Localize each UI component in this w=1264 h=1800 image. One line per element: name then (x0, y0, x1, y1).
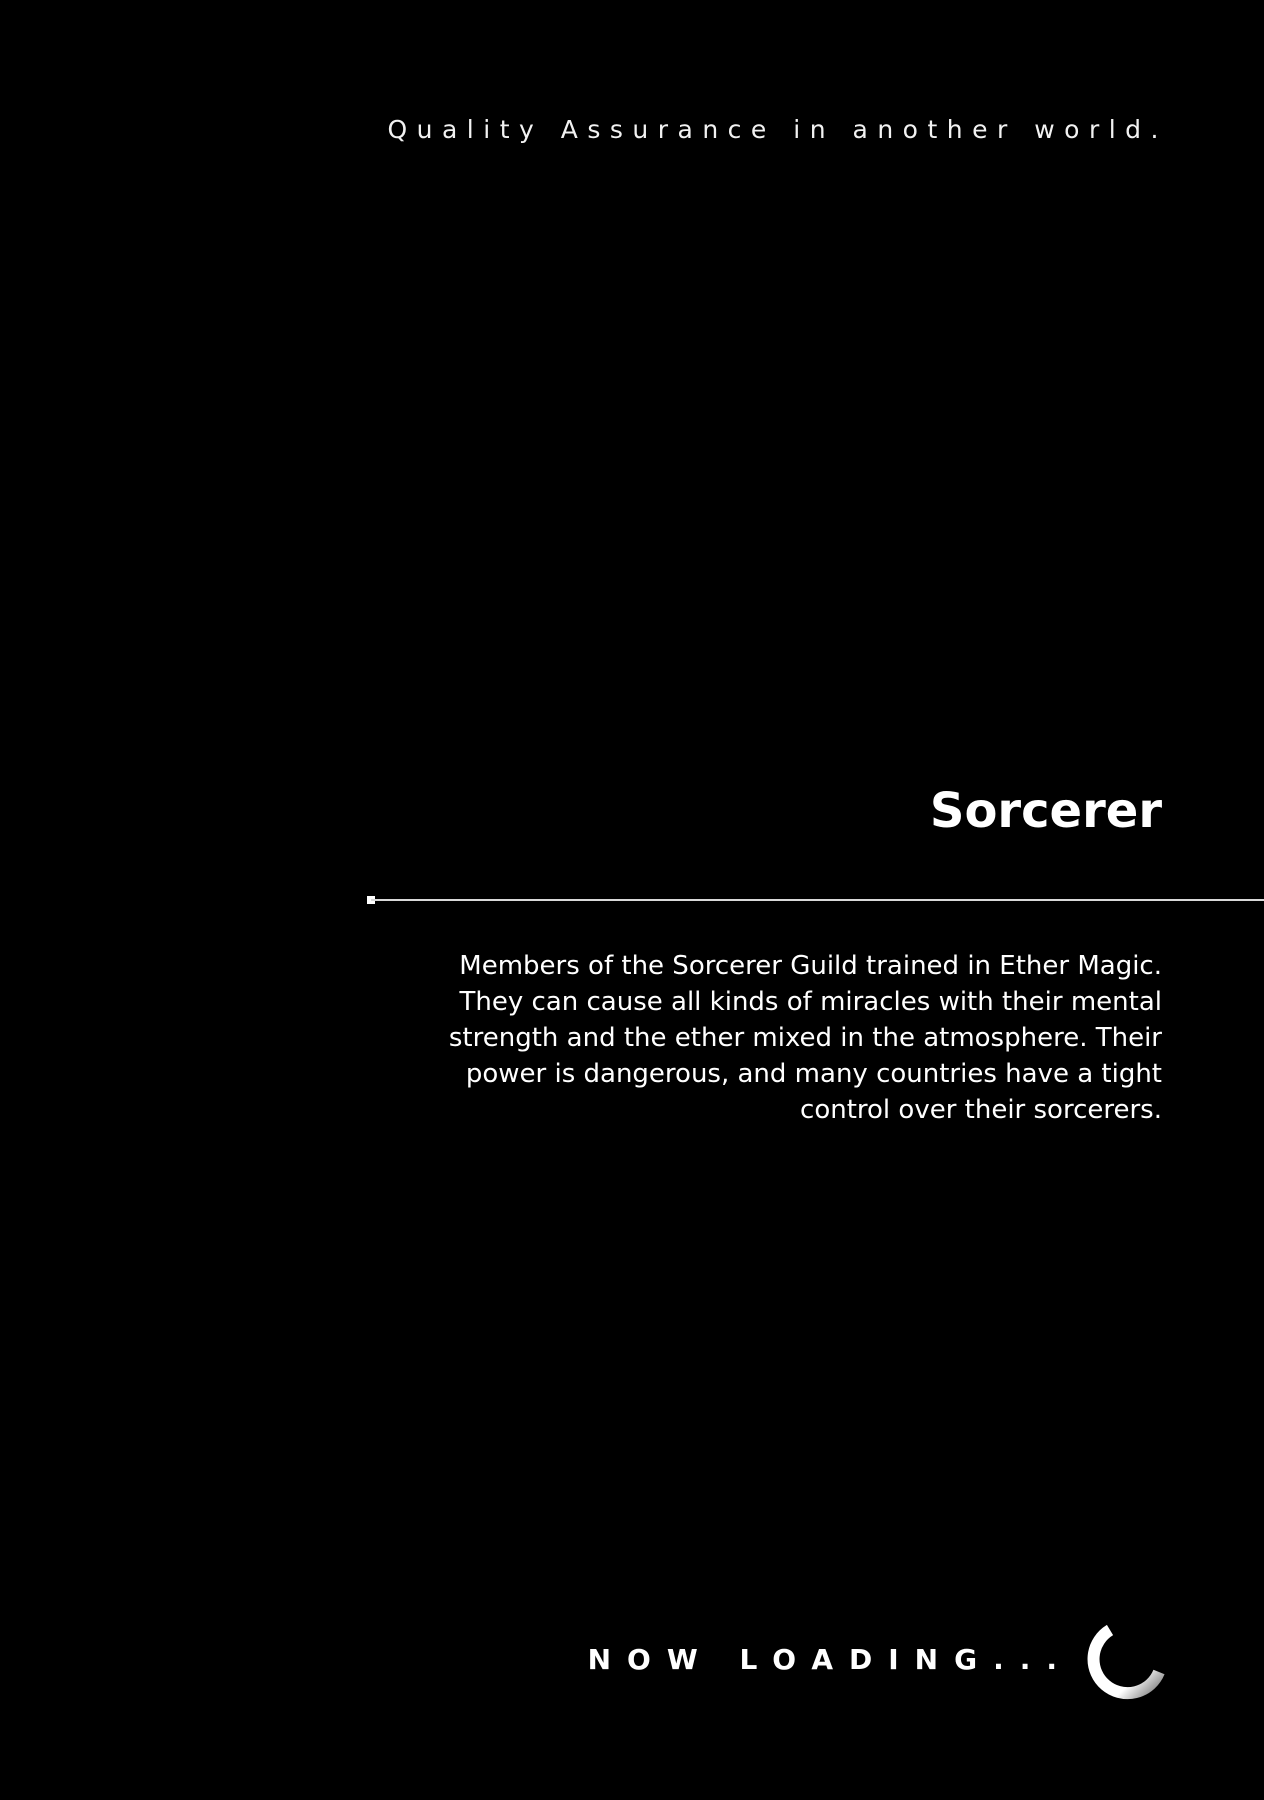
now-loading-label: NOW LOADING... (587, 1643, 1073, 1676)
spinner-icon (1082, 1620, 1168, 1706)
title-divider (371, 899, 1264, 901)
class-title: Sorcerer (929, 783, 1162, 839)
class-description: Members of the Sorcerer Guild trained in Ether Magic. They can cause all kinds of miracles with their mental strength and the ether mixed in the atmosphere. Their power is dangerous, and many countries have a tight control over their sorcerers. (448, 951, 1162, 1125)
game-tagline: Quality Assurance in another world. (387, 115, 1168, 144)
